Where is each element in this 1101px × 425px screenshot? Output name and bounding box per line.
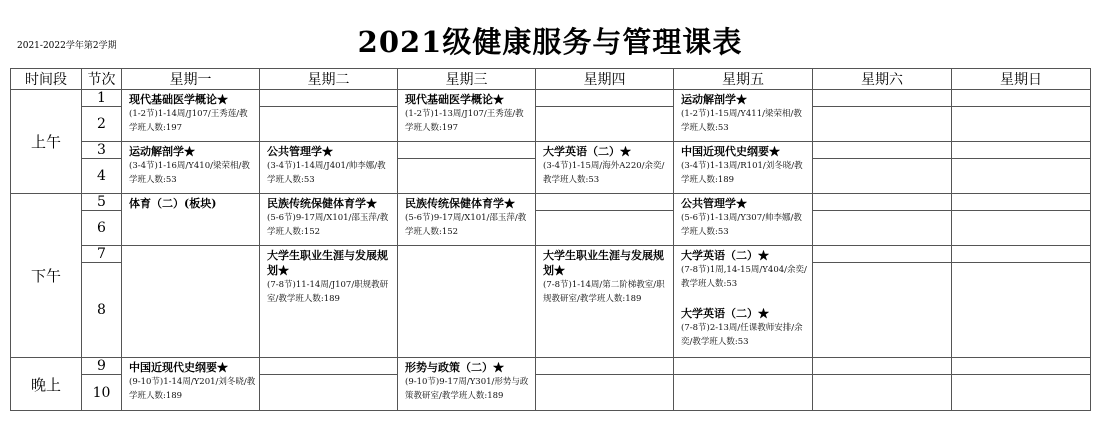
course-cell[interactable] — [674, 194, 813, 246]
course-name: 大学英语（二）★ — [543, 145, 631, 158]
table-row — [11, 194, 1091, 211]
course-detail: (3-4节)1-15周/海外A220/余奕/教学班人数:53 — [543, 161, 665, 185]
empty-cell — [813, 90, 952, 107]
course-cell[interactable] — [398, 194, 536, 246]
period-number: 1 — [82, 90, 122, 107]
empty-cell — [952, 246, 1091, 263]
course-detail: (5-6节)1-13周/Y307/帅李娜/教学班人数:53 — [681, 213, 802, 237]
empty-cell — [813, 375, 952, 411]
course-cell[interactable] — [674, 142, 813, 194]
course-name: 现代基础医学概论★ — [405, 93, 504, 106]
empty-cell — [813, 194, 952, 211]
period-number: 6 — [82, 211, 122, 246]
empty-cell — [536, 90, 674, 107]
course-detail: (7-8节)11-14周/J107/职规教研室/教学班人数:189 — [267, 280, 389, 304]
empty-cell — [952, 107, 1091, 142]
empty-cell — [952, 159, 1091, 194]
course-cell[interactable] — [122, 194, 260, 246]
header-friday: 星期五 — [674, 69, 813, 90]
header-period: 节次 — [82, 69, 122, 90]
empty-cell — [536, 107, 674, 142]
empty-cell — [260, 107, 398, 142]
empty-cell — [260, 90, 398, 107]
course-detail: (7-8节)1周,14-15周/Y404/余奕/教学班人数:53 — [681, 265, 807, 289]
empty-cell — [536, 194, 674, 211]
course-name: 中国近现代史纲要★ — [681, 145, 780, 158]
course-name: 运动解剖学★ — [129, 145, 195, 158]
empty-cell — [813, 358, 952, 375]
course-detail: (1-2节)1-13周/J107/王秀莲/教学班人数:197 — [405, 109, 524, 133]
segment-evening: 晚上 — [11, 358, 82, 411]
empty-cell — [674, 358, 813, 375]
header-sunday: 星期日 — [952, 69, 1091, 90]
table-row — [11, 142, 1091, 159]
empty-cell — [674, 375, 813, 411]
course-name: 运动解剖学★ — [681, 93, 747, 106]
course-cell[interactable] — [674, 90, 813, 142]
empty-cell — [260, 375, 398, 411]
period-number: 8 — [82, 263, 122, 358]
segment-morning: 上午 — [11, 90, 82, 194]
course-cell[interactable] — [260, 142, 398, 194]
period-number: 9 — [82, 358, 122, 375]
empty-cell — [536, 375, 674, 411]
empty-cell — [813, 159, 952, 194]
course-name: 大学生职业生涯与发展规划★ — [543, 249, 664, 277]
course-cell[interactable] — [122, 358, 260, 411]
empty-cell — [813, 263, 952, 358]
empty-cell — [398, 142, 536, 159]
timetable — [10, 68, 1091, 411]
empty-cell — [813, 107, 952, 142]
course-name: 现代基础医学概论★ — [129, 93, 228, 106]
course-name: 大学英语（二）★ — [681, 249, 769, 262]
table-row — [11, 246, 1091, 263]
empty-cell — [398, 246, 536, 358]
empty-cell — [952, 90, 1091, 107]
course-detail: (5-6节)9-17周/X101/邵玉萍/教学班人数:152 — [267, 213, 389, 237]
segment-afternoon: 下午 — [11, 194, 82, 358]
empty-cell — [813, 142, 952, 159]
course-detail: (5-6节)9-17周/X101/邵玉萍/教学班人数:152 — [405, 213, 527, 237]
empty-cell — [813, 211, 952, 246]
course-cell[interactable] — [536, 246, 674, 358]
empty-cell — [952, 375, 1091, 411]
period-number: 10 — [82, 375, 122, 411]
course-name: 大学生职业生涯与发展规划★ — [267, 249, 388, 277]
course-name: 民族传统保健体育学★ — [267, 197, 377, 210]
table-row — [11, 358, 1091, 375]
course-detail: (9-10节)1-14周/Y201/刘冬晓/教学班人数:189 — [129, 377, 256, 401]
table-row — [11, 90, 1091, 107]
empty-cell — [398, 159, 536, 194]
semester-label: 2021-2022学年第2学期 — [17, 41, 117, 51]
empty-cell — [122, 246, 260, 358]
course-detail: (3-4节)1-16周/Y410/梁荣相/教学班人数:53 — [129, 161, 250, 185]
course-detail: (1-2节)1-15周/Y411/梁荣相/教学班人数:53 — [681, 109, 802, 133]
period-number: 2 — [82, 107, 122, 142]
header-wednesday: 星期三 — [398, 69, 536, 90]
empty-cell — [813, 246, 952, 263]
header-tuesday: 星期二 — [260, 69, 398, 90]
course-name: 民族传统保健体育学★ — [405, 197, 515, 210]
course-detail: (7-8节)1-14周/第二阶梯教室/职规教研室/教学班人数:189 — [543, 280, 665, 304]
header-thursday: 星期四 — [536, 69, 674, 90]
course-detail: (7-8节)2-13周/任课教师安排/余奕/教学班人数:53 — [681, 323, 803, 347]
course-name: 形势与政策（二）★ — [405, 361, 504, 374]
period-number: 5 — [82, 194, 122, 211]
empty-cell — [536, 211, 674, 246]
course-cell[interactable] — [122, 90, 260, 142]
course-detail: (3-4节)1-13周/R101/刘冬晓/教学班人数:189 — [681, 161, 803, 185]
empty-cell — [952, 211, 1091, 246]
course-name: 公共管理学★ — [267, 145, 333, 158]
header-segment: 时间段 — [11, 69, 82, 90]
empty-cell — [952, 194, 1091, 211]
course-cell[interactable] — [260, 194, 398, 246]
course-detail: (3-4节)1-14周/J401/帅李娜/教学班人数:53 — [267, 161, 386, 185]
course-cell[interactable] — [398, 90, 536, 142]
header-saturday: 星期六 — [813, 69, 952, 90]
course-name: 大学英语（二）★ — [681, 307, 769, 320]
course-name: 公共管理学★ — [681, 197, 747, 210]
course-detail: (1-2节)1-14周/J107/王秀莲/教学班人数:197 — [129, 109, 248, 133]
header-monday: 星期一 — [122, 69, 260, 90]
period-number: 4 — [82, 159, 122, 194]
empty-cell — [260, 358, 398, 375]
course-cell[interactable] — [122, 142, 260, 194]
empty-cell — [952, 263, 1091, 358]
course-detail: (9-10节)9-17周/Y301/形势与政策教研室/教学班人数:189 — [405, 377, 529, 401]
empty-cell — [952, 358, 1091, 375]
empty-cell — [536, 358, 674, 375]
empty-cell — [952, 142, 1091, 159]
course-cell[interactable] — [260, 246, 398, 358]
course-name: 中国近现代史纲要★ — [129, 361, 228, 374]
course-cell[interactable] — [536, 142, 674, 194]
course-cell[interactable] — [398, 358, 536, 411]
course-name: 体育（二）(板块) — [129, 197, 217, 210]
period-number: 7 — [82, 246, 122, 263]
period-number: 3 — [82, 142, 122, 159]
course-cell[interactable] — [674, 246, 813, 358]
header-row — [11, 69, 1091, 90]
page-title: 2021级健康服务与管理课表 — [357, 25, 743, 59]
